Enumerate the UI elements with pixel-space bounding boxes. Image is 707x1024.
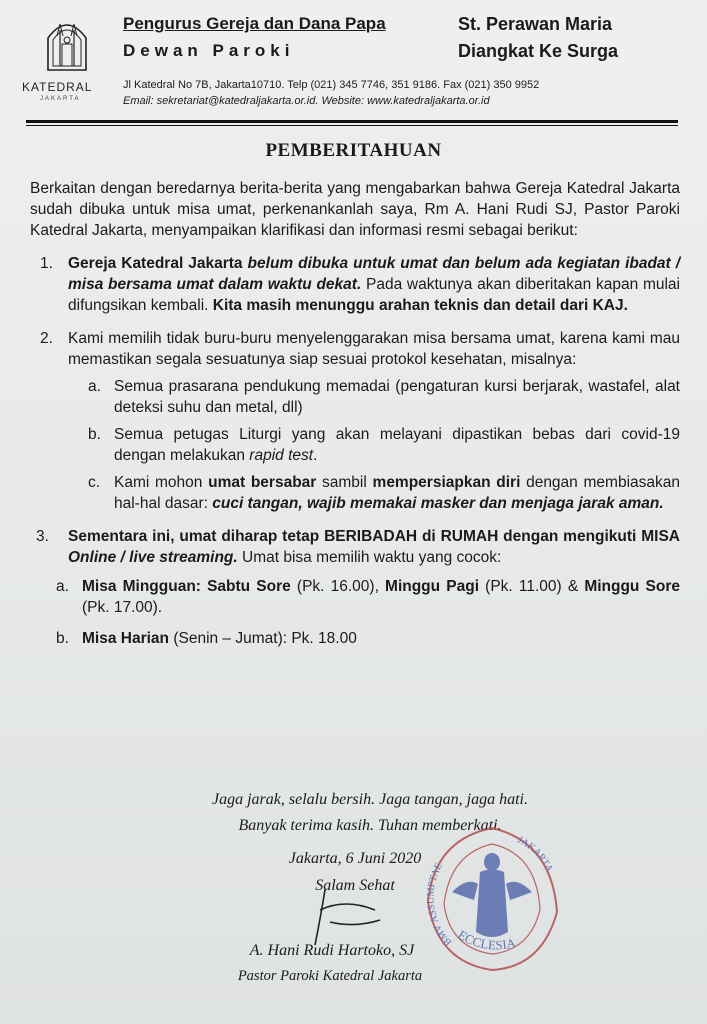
item-2-text: Kami memilih tidak buru-buru menyelenggarakan misa bersama umat, karena kami mau memastikan segala sesuatunya siap sesuai protokol kesehatan, misalnya:: [68, 330, 680, 368]
sub-3a-t6: (Pk. 17.00).: [82, 599, 163, 616]
org-line-2: Dewan Paroki: [123, 41, 295, 60]
list-item-1: [30, 253, 680, 316]
signatory-position: Pastor Paroki Katedral Jakarta: [237, 968, 423, 984]
sub-3a-bold-2: Minggu Pagi: [385, 578, 480, 595]
svg-text:JAKARTA: [516, 835, 555, 875]
sub-3a-bold-1: Misa Mingguan: Sabtu Sore: [82, 578, 291, 595]
sub-3b-text: (Senin – Jumat): Pk. 18.00: [169, 630, 357, 647]
item-1-text: Pada waktunya akan diberitakan kapan mulai difungsikan kembali.: [68, 276, 680, 314]
closing-line-1: Jaga jarak, selalu bersih. Jaga tangan, jaga hati.: [212, 791, 528, 808]
sub-item-3b: [30, 628, 680, 649]
item-3-text: Umat bisa memilih waktu yang cocok:: [237, 549, 502, 566]
sub-2c-t5: dengan membiasakan hal-hal dasar:: [114, 474, 680, 512]
sub-2b-end: .: [313, 447, 318, 464]
sub-2b-text: Semua petugas Liturgi yang akan melayani dipastikan bebas dari covid-19 dengan melakukan: [114, 426, 680, 464]
sub-letter: b.: [56, 630, 69, 647]
sub-3a-t2: (Pk. 16.00),: [290, 578, 386, 595]
place-date: Jakarta, 6 Juni 2020: [288, 850, 422, 867]
sub-2c-bold-2: mempersiapkan diri: [372, 474, 521, 491]
signatory-name: A. Hani Rudi Hartoko, SJ: [249, 942, 415, 959]
item-1-bold: Gereja Katedral Jakarta: [68, 255, 243, 272]
sub-item-3a: [30, 576, 680, 618]
seal-text-bottom: ECCLESIA: [455, 926, 518, 953]
sub-2a-text: Semua prasarana pendukung memadai (pengaturan kursi berjarak, wastafel, alat deteksi suhu dan metal, dll): [114, 378, 680, 416]
item-1-bold-italic: belum dibuka untuk umat dan belum ada kegiatan ibadat / misa bersama umat dalam waktu dekat.: [68, 255, 681, 293]
parish-seal-stamp-icon: [422, 822, 562, 972]
logo-subtitle: JAKARTA: [40, 96, 81, 102]
sub-2c-bold-1: umat bersabar: [208, 474, 317, 491]
church-name-line-1: St. Perawan Maria: [458, 14, 613, 34]
header-divider-thick: [26, 120, 678, 123]
sub-letter: b.: [88, 426, 101, 443]
document-body: [30, 178, 680, 649]
signature-scribble-icon: [300, 880, 420, 950]
sub-item-2b: [30, 424, 680, 466]
church-name-line-2: Diangkat Ke Surga: [458, 41, 619, 61]
item-3-bold: Sementara ini, umat diharap tetap BERIBADAH di RUMAH dengan mengikuti MISA: [68, 528, 680, 545]
closing-line-2: Banyak terima kasih. Tuhan memberkati.: [238, 817, 502, 834]
list-item-2: [30, 328, 680, 370]
seal-text-left: BMV ASSUMPTAE: [425, 861, 455, 948]
cathedral-logo-icon: [44, 16, 90, 72]
sub-letter: a.: [56, 578, 69, 595]
document-title: PEMBERITAHUAN: [265, 140, 442, 161]
org-line-1: Pengurus Gereja dan Dana Papa: [123, 14, 386, 33]
item-number: 1.: [40, 255, 53, 272]
logo-wordmark: KATEDRAL: [22, 80, 93, 94]
sub-2c-t1: Kami mohon: [114, 474, 209, 491]
contact-line: Email: sekretariat@katedraljakarta.or.id. Website: www.katedraljakarta.or.id: [123, 95, 490, 107]
sub-letter: a.: [88, 378, 101, 395]
list-item-3: [30, 526, 680, 568]
sub-letter: c.: [88, 474, 101, 491]
sub-2c-bold-italic: cuci tangan, wajib memakai masker dan menjaga jarak aman.: [212, 495, 664, 512]
address-line: Jl Katedral No 7B, Jakarta10710. Telp (021) 345 7746, 351 9186. Fax (021) 350 9952: [123, 79, 540, 91]
item-3-bold-italic: Online / live streaming.: [68, 549, 238, 566]
sub-3a-bold-3: Minggu Sore: [584, 578, 681, 595]
header-divider-thin: [26, 125, 678, 126]
sub-item-2c: [30, 472, 680, 514]
sub-2c-t3: sambil: [316, 474, 373, 491]
sub-3a-t4: (Pk. 11.00) &: [479, 578, 585, 595]
svg-text:BMV ASSUMPTAE: [425, 861, 454, 947]
sub-3b-bold: Misa Harian: [82, 630, 170, 647]
greeting: Salam Sehat: [315, 877, 395, 894]
item-1-bold-end: Kita masih menunggu arahan teknis dan detail dari KAJ.: [212, 297, 628, 314]
seal-text-right: JAKARTA: [515, 834, 555, 874]
item-number: 3.: [36, 528, 49, 545]
sub-item-2a: [30, 376, 680, 418]
item-number: 2.: [40, 330, 53, 347]
sub-2b-italic: rapid test: [249, 447, 314, 464]
intro-paragraph: Berkaitan dengan beredarnya berita-berita yang mengabarkan bahwa Gereja Katedral Jakarta sudah dibuka untuk misa umat, perkenankanlah saya, Rm A. Hani Rudi SJ, Pastor Paroki Katedral Jakarta, menyampaikan klarifikasi dan informasi resmi sebagai berikut:: [30, 180, 680, 239]
